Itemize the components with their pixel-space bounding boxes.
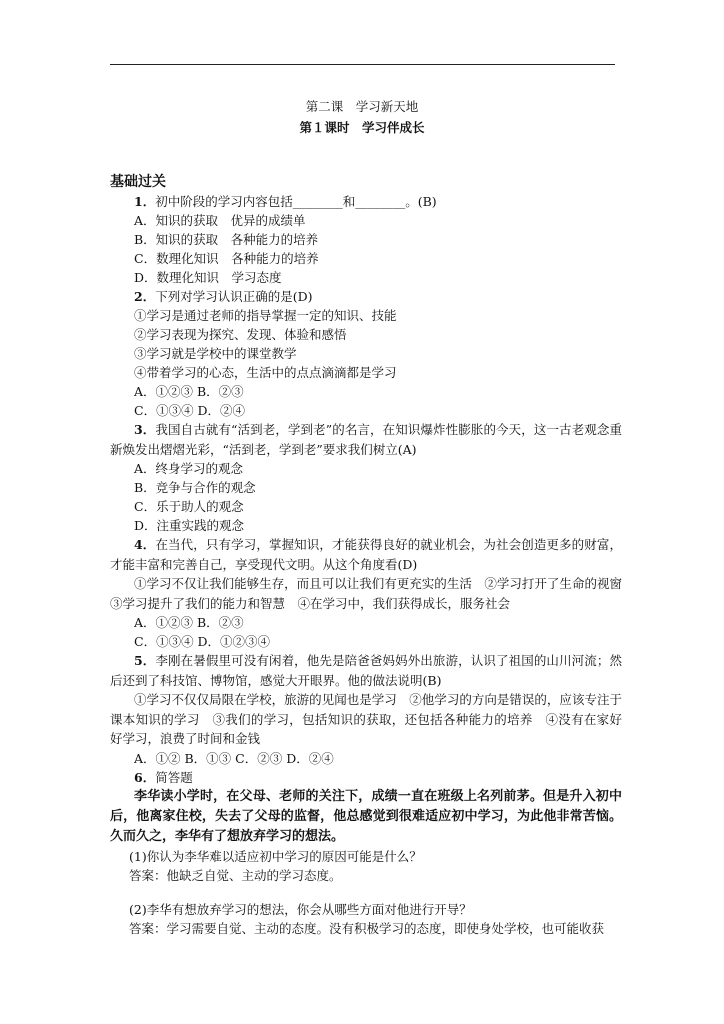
case-material: 李华读小学时，在父母、老师的关注下，成绩一直在班级上名列前茅。但是升入初中后，他离家住校，失去了父母的监督，他总感觉到很难适应初中学习，为此他非常苦恼。久而久之，李华有了想放弃学习的想法。: [110, 788, 622, 844]
option: C．①③④ D．②④: [134, 403, 246, 418]
option: A．①② B．①③ C．②③ D．②④: [134, 750, 334, 766]
question-stem: 下列对学习认识正确的是(D): [155, 289, 313, 304]
question-stem: 我国自古就有“活到老，学到老”的名言，在知识爆炸性膨胀的今天，这一古老观念重新焕发出熠熠光彩，“活到老，学到老”要求我们树立(A): [110, 422, 622, 457]
option: C．①③④ D．①②③④: [134, 634, 271, 649]
question-number: 1．: [134, 194, 156, 209]
statements: ①学习不仅让我们能够生存，而且可以让我们有更充实的生活 ②学习打开了生命的视窗 ③学习提升了我们的能力和智慧 ④在学习中，我们获得成长，服务社会: [110, 576, 635, 611]
question-2: [110, 287, 622, 306]
question-stem: 简答题: [155, 769, 193, 785]
lesson-title: 第二课 学习新天地: [305, 99, 419, 114]
question-number: 3．: [134, 422, 156, 437]
question-number: 2．: [134, 289, 156, 304]
statements: ①学习不仅仅局限在学校，旅游的见闻也是学习 ②他学习的方向是错误的，应该专注于课本知识的学习 ③我们的学习，包括知识的获取，还包括各种能力的培养 ④没有在家好好学习，浪费了时间和金钱: [110, 692, 622, 746]
spacer: [110, 885, 622, 900]
question-stem: 在当代，只有学习，掌握知识，才能获得良好的就业机会，为社会创造更多的财富，才能丰富和完善自己，享受现代文明。从这个角度看(D): [110, 537, 622, 572]
question-3: [110, 420, 622, 459]
answer-2: 答案：学习需要自觉、主动的态度。没有积极学习的态度，即使身处学校，也可能收获: [129, 920, 605, 936]
answer-1: 答案：他缺乏自觉、主动的学习态度。: [129, 867, 342, 883]
option: A．知识的获取 优异的成绩单: [134, 213, 306, 228]
header-rule: [110, 64, 615, 65]
question-stem: 李刚在暑假里可没有闲着，他先是陪爸爸妈妈外出旅游，认识了祖国的山川河流；然后还到了科技馆、博物馆，感觉大开眼界。他的做法说明(B): [110, 653, 622, 688]
question-4: [110, 535, 622, 574]
option: C．数理化知识 各种能力的培养: [134, 251, 319, 266]
worksheet-body: [110, 173, 635, 938]
option: A．终身学习的观念: [134, 461, 244, 476]
statement: ④带着学习的心态，生活中的点点滴滴都是学习: [134, 365, 397, 380]
option: A．①②③ B．②③: [134, 615, 244, 630]
sub-question-2: (2)李华有想放弃学习的想法，你会从哪些方面对他进行开导？: [129, 901, 472, 917]
sub-question-1: (1)你认为李华难以适应初中学习的原因可能是什么？: [129, 848, 422, 864]
question-number: 4．: [134, 537, 156, 552]
option: C．乐于助人的观念: [134, 499, 244, 514]
question-number: 6．: [134, 769, 156, 785]
option: D．注重实践的观念: [134, 518, 245, 533]
question-number: 5．: [134, 653, 156, 668]
statement: ②学习表现为探究、发现、体验和感悟: [134, 327, 347, 342]
option: A．①②③ B．②③: [134, 384, 244, 399]
question-stem: 初中阶段的学习内容包括________和________。(B): [155, 194, 437, 209]
question-5: [110, 651, 622, 690]
statement: ③学习就是学校中的课堂教学: [134, 346, 297, 361]
section-title: 基础过关: [110, 174, 166, 190]
question-6: [110, 768, 622, 787]
option: B．竞争与合作的观念: [134, 480, 256, 495]
option: D．数理化知识 学习态度: [134, 270, 282, 285]
period-title: 第１课时 学习伴成长: [299, 120, 425, 135]
question-1: [110, 192, 622, 211]
statement: ①学习是通过老师的指导掌握一定的知识、技能: [134, 308, 397, 323]
option: B．知识的获取 各种能力的培养: [134, 232, 319, 247]
